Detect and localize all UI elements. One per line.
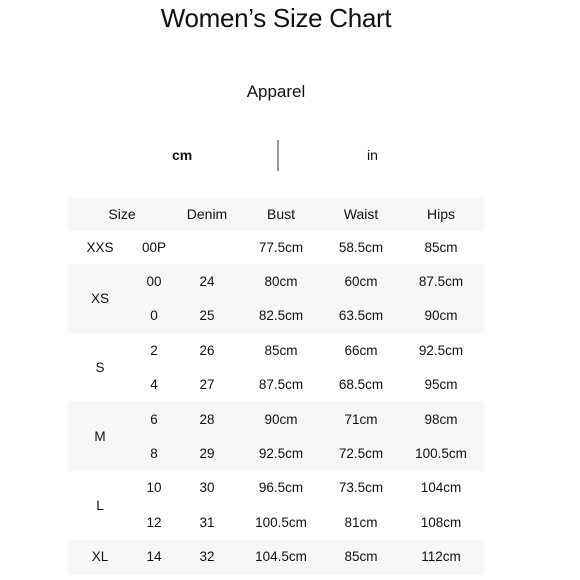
hips-cell: 95cm [424, 377, 458, 393]
denim-cell: 32 [199, 549, 215, 565]
bust-cell: 96.5cm [258, 480, 304, 496]
size-group-xl [68, 540, 484, 574]
table-row [68, 540, 484, 574]
unit-cm-option[interactable]: cm [172, 147, 193, 163]
bust-cell: 100.5cm [255, 514, 307, 530]
table-row [68, 368, 484, 402]
waist-cell: 60cm [344, 274, 378, 290]
table-row [68, 471, 484, 505]
header-hips: Hips [426, 206, 455, 222]
table-row [68, 230, 484, 264]
hips-cell: 98cm [424, 411, 458, 427]
denim-cell: 31 [199, 514, 215, 530]
waist-cell: 63.5cm [338, 308, 384, 324]
size-group-m [68, 402, 484, 471]
waist-cell: 58.5cm [338, 239, 384, 255]
numeric-size-cell: 8 [150, 446, 158, 462]
unit-divider [277, 140, 279, 171]
group-size-label: L [96, 497, 104, 513]
bust-cell: 104.5cm [255, 549, 307, 565]
numeric-size-cell: 10 [146, 480, 162, 496]
waist-cell: 85cm [344, 549, 378, 565]
table-row [68, 333, 484, 367]
page-title: Women’s Size Chart [160, 3, 392, 33]
group-size-label: M [94, 428, 106, 444]
numeric-size-cell: 00 [146, 274, 162, 290]
size-cell: XL [91, 549, 109, 565]
denim-cell: 24 [199, 274, 215, 290]
bust-cell: 85cm [264, 342, 298, 358]
denim-cell: 25 [199, 308, 215, 324]
waist-cell: 73.5cm [338, 480, 384, 496]
numeric-size-cell: 0 [150, 308, 158, 324]
size-group-s [68, 333, 484, 402]
bust-cell: 92.5cm [258, 446, 304, 462]
denim-cell: 30 [199, 480, 215, 496]
waist-cell: 68.5cm [338, 377, 384, 393]
waist-cell: 71cm [344, 411, 378, 427]
group-size-label: XS [90, 291, 109, 307]
hips-cell: 92.5cm [418, 342, 464, 358]
hips-cell: 100.5cm [415, 446, 467, 462]
table-row [68, 402, 484, 436]
category-label: Apparel [246, 82, 306, 101]
hips-cell: 85cm [424, 239, 458, 255]
waist-cell: 66cm [344, 342, 378, 358]
denim-cell: 27 [199, 377, 215, 393]
size-cell: XXS [86, 239, 114, 255]
size-group-xs [68, 264, 484, 333]
header-denim: Denim [186, 206, 228, 222]
denim-cell [182, 230, 232, 264]
unit-toggle [0, 140, 552, 172]
hips-cell: 104cm [420, 480, 462, 496]
bust-cell: 82.5cm [258, 308, 304, 324]
hips-cell: 108cm [420, 514, 462, 530]
waist-cell: 81cm [344, 514, 378, 530]
table-row [68, 264, 484, 298]
table-row [68, 436, 484, 470]
waist-cell: 72.5cm [338, 446, 384, 462]
header-waist: Waist [343, 206, 379, 222]
numeric-size-cell: 12 [146, 514, 162, 530]
hips-cell: 87.5cm [418, 274, 464, 290]
denim-cell: 26 [199, 342, 215, 358]
denim-cell: 29 [199, 446, 215, 462]
numeric-size-cell: 2 [150, 342, 158, 358]
header-size: Size [108, 206, 136, 222]
group-size-label: S [95, 360, 105, 376]
numeric-size-cell: 14 [146, 549, 162, 565]
table-header-row [68, 198, 484, 230]
table-row [68, 505, 484, 539]
size-group-xxs [68, 230, 484, 264]
unit-in-option[interactable]: in [367, 147, 378, 163]
bust-cell: 90cm [264, 411, 298, 427]
numeric-size-cell: 6 [150, 411, 158, 427]
size-group-l [68, 471, 484, 540]
numeric-size-cell: 4 [150, 377, 158, 393]
header-bust: Bust [266, 206, 295, 222]
hips-cell: 90cm [424, 308, 458, 324]
numeric-size-cell: 00P [141, 239, 167, 255]
bust-cell: 87.5cm [258, 377, 304, 393]
table-row [68, 299, 484, 333]
hips-cell: 112cm [421, 549, 461, 565]
size-chart-table [68, 198, 484, 574]
denim-cell: 28 [199, 411, 215, 427]
bust-cell: 80cm [264, 274, 298, 290]
bust-cell: 77.5cm [258, 239, 304, 255]
